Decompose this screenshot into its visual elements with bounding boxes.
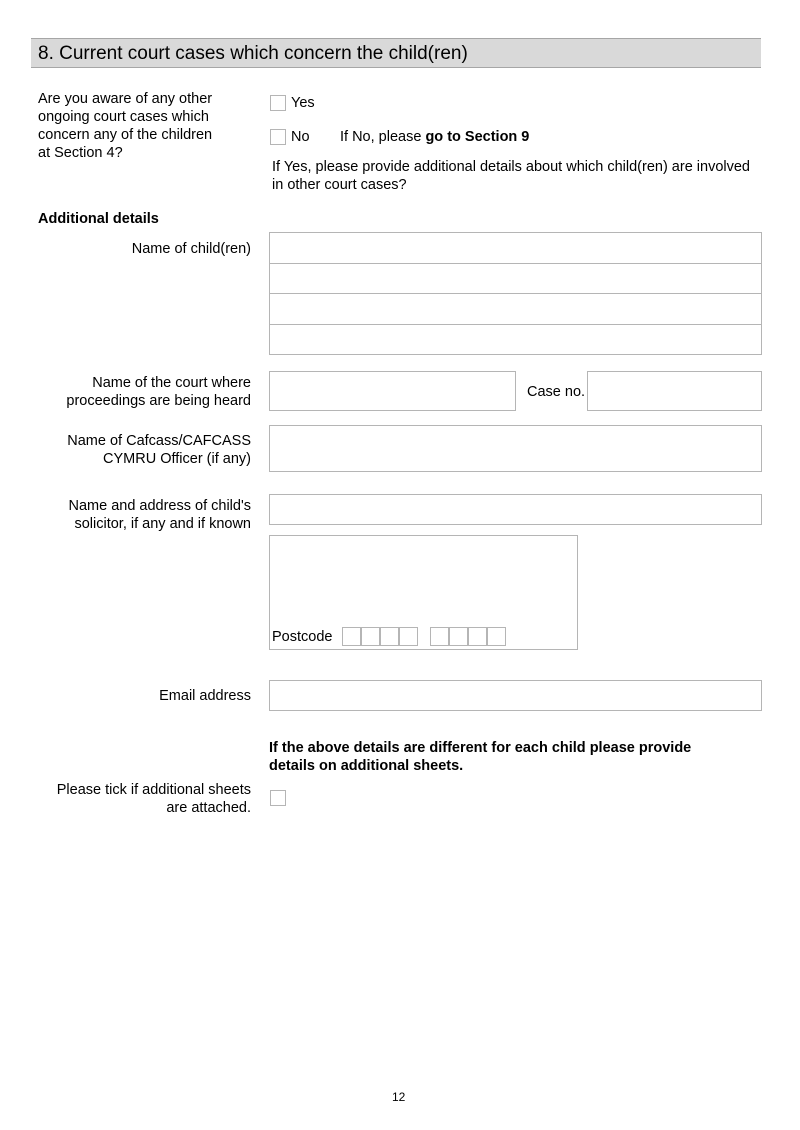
page-number: 12 [392,1090,406,1104]
postcode-cell-5[interactable] [430,627,449,646]
postcode-cell-4[interactable] [399,627,418,646]
child-name-field-2[interactable] [269,263,762,294]
court-name-label: Name of the court where proceedings are being heard [66,375,251,409]
yes-label: Yes [291,95,315,111]
child-names-label: Name of child(ren) [131,241,251,257]
section-title: 8. Current court cases which concern the child(ren) [38,43,468,64]
go-to-section-9: go to Section 9 [425,129,530,145]
postcode-cell-1[interactable] [342,627,361,646]
postcode-label: Postcode [272,629,333,645]
yes-checkbox[interactable] [270,95,286,111]
email-label: Email address [159,688,251,704]
postcode-cell-6[interactable] [449,627,468,646]
different-details-note: If the above details are different for each child please provide details on additional sheets. [269,740,692,774]
additional-sheets-label: Please tick if additional sheets are attached. [56,782,251,816]
question-text: Are you aware of any other ongoing court cases which concern any of the children at Section 4? [38,91,213,161]
no-checkbox[interactable] [270,129,286,145]
cafcass-label: Name of Cafcass/CAFCASS CYMRU Officer (if any) [67,433,251,467]
case-no-field[interactable] [587,371,762,411]
child-name-field-3[interactable] [269,293,762,325]
email-field[interactable] [269,680,762,711]
no-label: No [291,129,310,145]
child-name-field-4[interactable] [269,324,762,355]
postcode-cell-7[interactable] [468,627,487,646]
additional-sheets-checkbox[interactable] [270,790,286,806]
no-instruction: If No, please go to Section 9 [340,129,530,145]
solicitor-label: Name and address of child's solicitor, if any and if known [68,498,251,532]
postcode-cell-3[interactable] [380,627,399,646]
postcode-cell-8[interactable] [487,627,506,646]
yes-instruction: If Yes, please provide additional details about which child(ren) are involved in other court cases? [272,159,750,193]
additional-details-heading: Additional details [38,211,159,227]
case-no-label: Case no. [527,384,586,400]
cafcass-officer-field[interactable] [269,425,762,472]
child-name-field-1[interactable] [269,232,762,264]
postcode-cell-2[interactable] [361,627,380,646]
court-name-field[interactable] [269,371,516,411]
solicitor-name-field[interactable] [269,494,762,525]
